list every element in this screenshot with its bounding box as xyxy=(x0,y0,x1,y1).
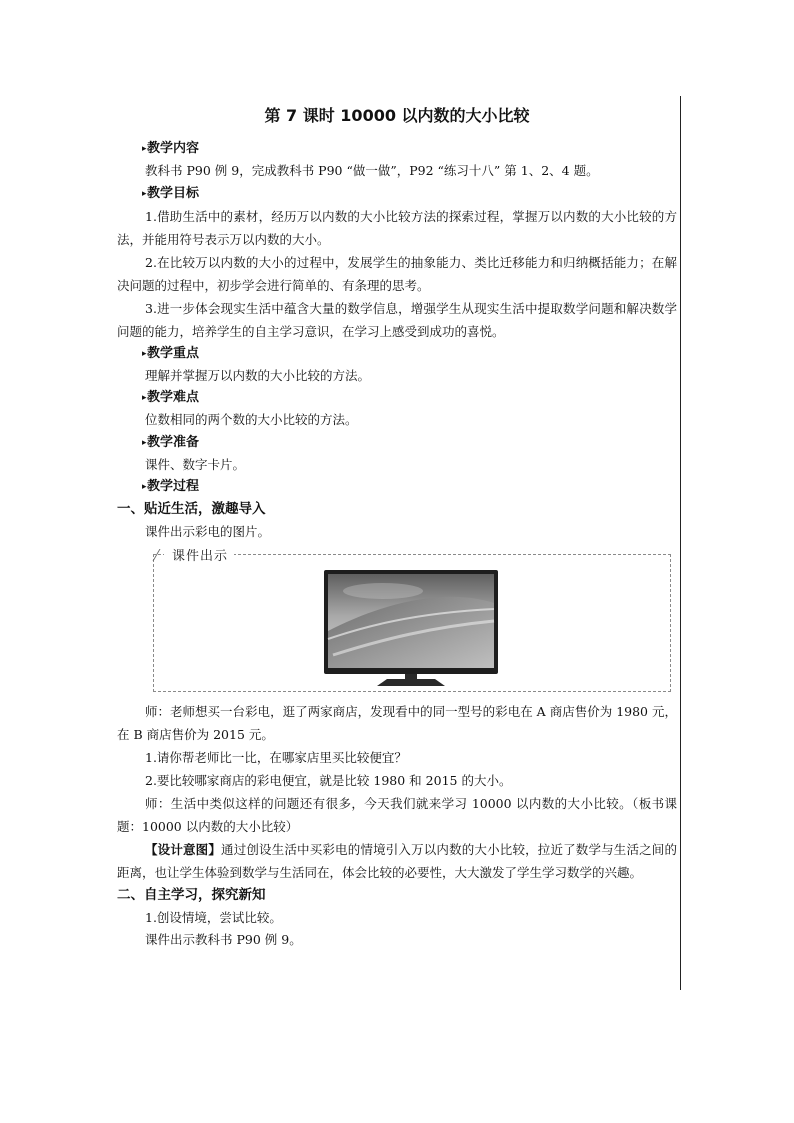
teaching-prep-heading: ▸ 教学准备 xyxy=(117,432,677,454)
teaching-process-heading: ▸ 教学过程 xyxy=(117,476,677,498)
triangle-bullet-icon: ▸ xyxy=(142,393,147,403)
teaching-difficulty-heading: ▸ 教学难点 xyxy=(117,387,677,409)
teaching-goals-heading: ▸ 教学目标 xyxy=(117,183,677,205)
design-intent xyxy=(117,838,677,884)
design-intent-text: 通过创设生活中买彩电的情境引入万以内数的大小比较，拉近了数学与生活之间的距离，也让学生体验到数学与生活同在，体会比较的必要性，大大激发了学生学习数学的兴趣。 xyxy=(117,841,677,880)
tv-image xyxy=(323,569,499,689)
goal-2: 2.在比较万以内数的大小的过程中，发展学生的抽象能力、类比迁移能力和归纳概括能力；在解决问题的过程中，初步学会进行简单的、有条理的思考。 xyxy=(117,254,677,293)
figure-label: 课件出示 xyxy=(164,545,234,564)
design-intent-label: 【设计意图】 xyxy=(145,841,222,857)
teaching-key-heading: ▸ 教学重点 xyxy=(117,343,677,365)
courseware-figure xyxy=(153,548,671,692)
question-2: 2.要比较哪家商店的彩电便宜，就是比较 1980 和 2015 的大小。 xyxy=(145,772,512,788)
part2-step1: 1.创设情境，尝试比较。 xyxy=(145,909,282,925)
part1-heading: 一、贴近生活，激趣导入 xyxy=(117,501,266,517)
lesson-content xyxy=(117,98,677,952)
question-1: 1.请你帮老师比一比，在哪家店里买比较便宜？ xyxy=(145,749,407,765)
teaching-content-text: 教科书 P90 例 9，完成教科书 P90 “做一做”，P92 “练习十八” 第 1、2、4 题。 xyxy=(145,163,599,178)
triangle-bullet-icon: ▸ xyxy=(142,482,147,492)
part1-intro: 课件出示彩电的图片。 xyxy=(145,524,271,539)
right-margin-rule xyxy=(680,96,681,990)
teaching-difficulty-text: 位数相同的两个数的大小比较的方法。 xyxy=(145,412,358,427)
teacher-dialogue-1: 师：老师想买一台彩电，逛了两家商店，发现看中的同一型号的彩电在 A 商店售价为 1980 元，在 B 商店售价为 2015 元。 xyxy=(117,703,677,742)
teacher-dialogue-2: 师：生活中类似这样的问题还有很多，今天我们就来学习 10000 以内数的大小比较。（板书课题：10000 以内数的大小比较） xyxy=(117,795,677,834)
triangle-bullet-icon: ▸ xyxy=(142,188,147,199)
part2-step1-text: 课件出示教科书 P90 例 9。 xyxy=(145,932,302,947)
triangle-bullet-icon: ▸ xyxy=(142,144,147,154)
triangle-bullet-icon: ▸ xyxy=(142,348,147,359)
goal-3: 3.进一步体会现实生活中蕴含大量的数学信息，增强学生从现实生活中提取数学问题和解决数学问题的能力，培养学生的自主学习意识，在学习上感受到成功的喜悦。 xyxy=(117,300,677,339)
teaching-content-heading: ▸ 教学内容 xyxy=(117,138,677,160)
teaching-prep-text: 课件、数字卡片。 xyxy=(145,456,246,472)
part2-heading: 二、自主学习，探究新知 xyxy=(117,886,266,903)
triangle-bullet-icon: ▸ xyxy=(142,437,147,448)
teaching-key-text: 理解并掌握万以内数的大小比较的方法。 xyxy=(145,367,371,383)
lesson-title: 第 7 课时 10000 以内数的大小比较 xyxy=(264,106,530,125)
goal-1: 1.借助生活中的素材，经历万以内数的大小比较方法的探索过程，掌握万以内数的大小比较的方法，并能用符号表示万以内数的大小。 xyxy=(117,208,677,247)
